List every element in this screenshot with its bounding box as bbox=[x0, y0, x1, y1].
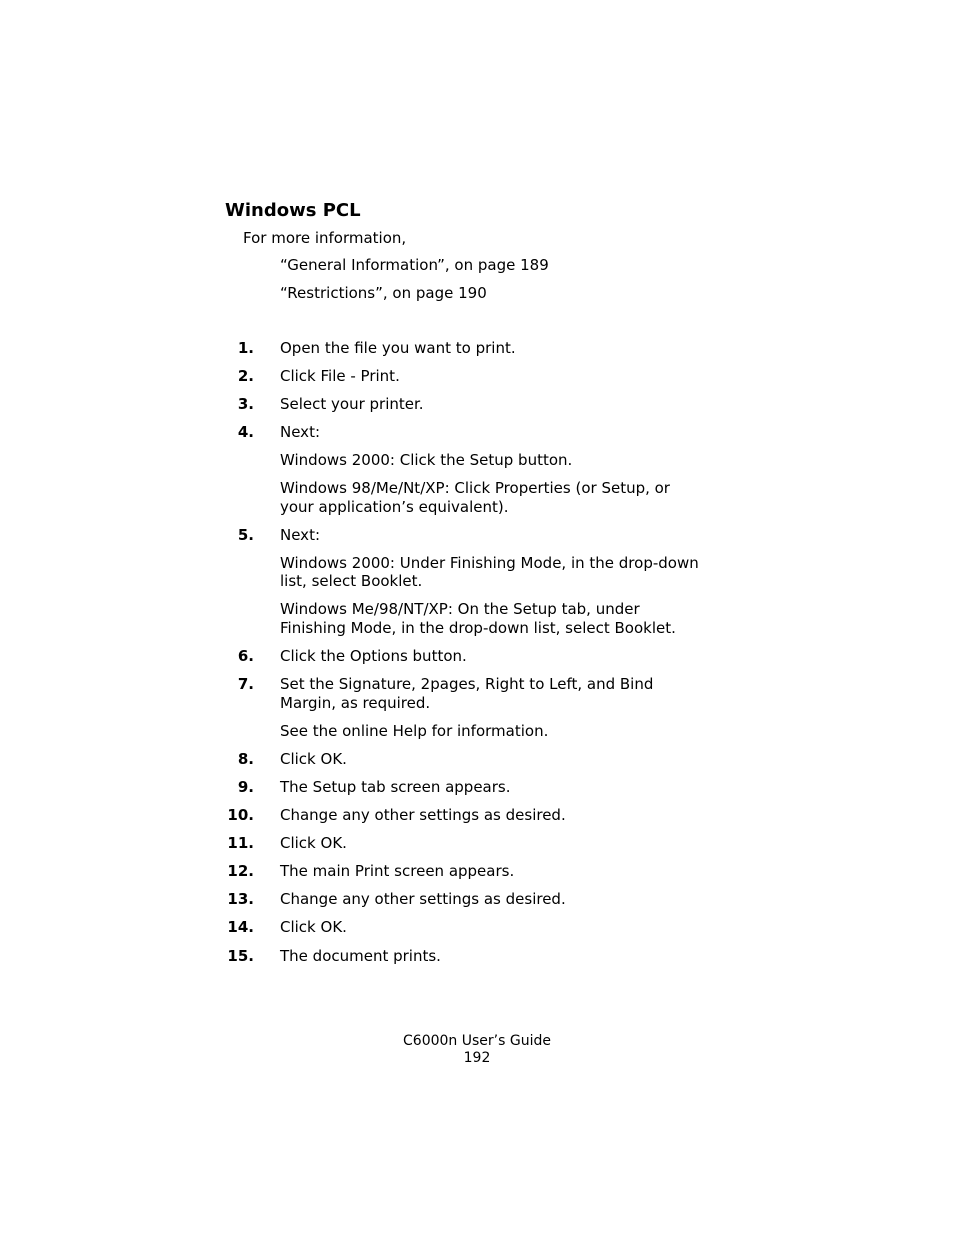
footer-page-number: 192 bbox=[463, 1050, 491, 1066]
step-note: See the online Help for information. bbox=[280, 722, 549, 740]
step-text: The main Print screen appears. bbox=[280, 862, 515, 880]
step-number: 10. bbox=[227, 806, 254, 824]
step-text: Click the Options button. bbox=[280, 647, 467, 665]
step-text: The document prints. bbox=[280, 947, 441, 965]
step-note-line: Windows 2000: Under Finishing Mode, in the drop-down bbox=[280, 554, 699, 572]
step-text: Change any other settings as desired. bbox=[280, 890, 566, 908]
step-number: 15. bbox=[227, 947, 254, 965]
step-note-line: list, select Booklet. bbox=[280, 572, 423, 590]
step-number: 4. bbox=[237, 423, 254, 441]
step-text: Click OK. bbox=[280, 834, 347, 852]
reference-restrictions: “Restrictions”, on page 190 bbox=[280, 284, 487, 302]
step-note-line: Finishing Mode, in the drop-down list, select Booklet. bbox=[280, 619, 676, 637]
footer-guide-title: C6000n User’s Guide bbox=[403, 1033, 551, 1049]
step-text-line: Set the Signature, 2pages, Right to Left, and Bind bbox=[280, 675, 654, 693]
step-number: 9. bbox=[237, 778, 254, 796]
step-text: The Setup tab screen appears. bbox=[280, 778, 511, 796]
step-number: 1. bbox=[237, 339, 254, 357]
step-note-line: Windows Me/98/NT/XP: On the Setup tab, under bbox=[280, 600, 640, 618]
step-text: Click OK. bbox=[280, 750, 347, 768]
section-title: Windows PCL bbox=[225, 200, 361, 221]
step-number: 5. bbox=[237, 526, 254, 544]
intro-text: For more information, bbox=[243, 229, 407, 247]
step-text: Next: bbox=[280, 423, 320, 441]
step-number: 14. bbox=[227, 918, 254, 936]
reference-general-information: “General Information”, on page 189 bbox=[280, 256, 549, 274]
step-text: Click OK. bbox=[280, 918, 347, 936]
step-text: Click File - Print. bbox=[280, 367, 400, 385]
step-text-line: Margin, as required. bbox=[280, 694, 431, 712]
step-number: 8. bbox=[237, 750, 254, 768]
step-note-line: Windows 98/Me/Nt/XP: Click Properties (or Setup, or bbox=[280, 479, 670, 497]
step-text: Open the file you want to print. bbox=[280, 339, 516, 357]
step-text: Next: bbox=[280, 526, 320, 544]
step-number: 2. bbox=[237, 367, 254, 385]
step-number: 12. bbox=[227, 862, 254, 880]
step-number: 7. bbox=[237, 675, 254, 693]
step-number: 13. bbox=[227, 890, 254, 908]
step-note-line: your application’s equivalent). bbox=[280, 498, 509, 516]
step-number: 11. bbox=[227, 834, 254, 852]
step-number: 3. bbox=[237, 395, 254, 413]
step-note: Windows 2000: Click the Setup button. bbox=[280, 451, 573, 469]
step-text: Select your printer. bbox=[280, 395, 424, 413]
step-text: Change any other settings as desired. bbox=[280, 806, 566, 824]
step-number: 6. bbox=[237, 647, 254, 665]
